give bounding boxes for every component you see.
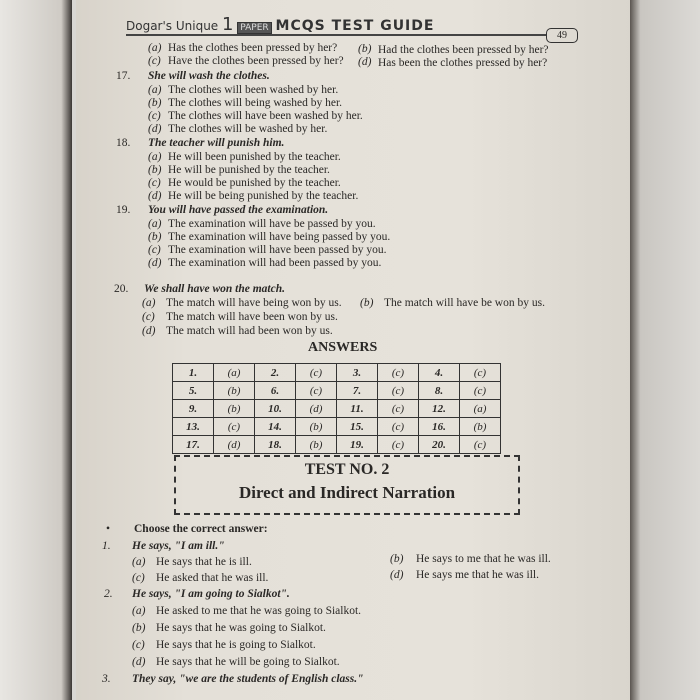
option-label: (b) [148,231,162,243]
answer-number: 15. [337,418,378,436]
answer-value: (c) [378,418,419,436]
logo-one: 1 [222,14,234,35]
answer-number: 4. [419,364,460,382]
question-text: He says, "I am going to Sialkot". [132,588,290,600]
option-text: He will be punished by the teacher. [168,164,330,176]
option-text: The match will have being won by us. [166,297,342,309]
option-label: (a) [142,297,156,309]
answer-value: (b) [214,382,255,400]
answers-table [172,363,501,454]
option-label: (d) [142,325,156,337]
answer-value: (c) [460,436,501,454]
answer-value: (a) [214,364,255,382]
answer-value: (c) [378,400,419,418]
question-number: 18. [116,137,131,149]
option-text: He would be punished by the teacher. [168,177,341,189]
option-text: The clothes will be washed by her. [168,123,328,135]
question-text: We shall have won the match. [144,283,285,295]
test-subtitle: Direct and Indirect Narration [238,483,456,502]
answer-number: 6. [255,382,296,400]
answer-value: (c) [460,382,501,400]
answer-number: 10. [255,400,296,418]
answer-value: (c) [296,364,337,382]
background-right [630,0,700,700]
page-number: 49 [546,28,578,43]
answer-value: (d) [214,436,255,454]
test-heading-box [174,455,520,515]
answer-value: (c) [378,436,419,454]
answer-value: (a) [460,400,501,418]
answer-number: 9. [173,400,214,418]
option-label: (b) [360,297,374,309]
option-text: The examination will have been passed by you. [168,244,387,256]
answer-number: 18. [255,436,296,454]
answer-number: 8. [419,382,460,400]
question-number: 2. [104,588,113,600]
option-text: Has been the clothes pressed by her? [378,57,548,69]
option-label: (c) [142,311,155,323]
option-text: Have the clothes been pressed by her? [168,55,344,67]
answer-value: (c) [214,418,255,436]
option-label: (a) [148,151,162,163]
option-text: He says that he is ill. [156,556,252,568]
option-label: (a) [132,605,146,617]
answer-value: (c) [296,382,337,400]
question-text: He says, "I am ill." [132,540,225,552]
answer-value: (b) [296,436,337,454]
option-text: The examination will had been passed by you. [168,257,382,269]
option-text: The match will had been won by us. [166,325,333,337]
option-text: He says that he was going to Sialkot. [156,622,326,634]
option-text: He asked that he was ill. [156,572,269,584]
answer-number: 20. [419,436,460,454]
option-label: (a) [148,84,162,96]
option-text: Had the clothes been pressed by her? [378,44,549,56]
option-text: The clothes will being washed by her. [168,97,343,109]
question-number: 19. [116,204,131,216]
answer-number: 3. [337,364,378,382]
answer-row [173,436,501,454]
answer-number: 17. [173,436,214,454]
answer-value: (b) [296,418,337,436]
page-header [126,14,434,35]
header-rule [126,34,546,36]
answer-number: 7. [337,382,378,400]
option-text: He says that he will be going to Sialkot. [156,656,340,668]
answer-row [173,418,501,436]
question-text: You will have passed the examination. [148,204,329,216]
option-label: (c) [132,639,145,651]
option-label: (b) [148,97,162,109]
option-label: (d) [148,190,162,202]
answer-value: (c) [460,364,501,382]
option-label: (d) [390,569,404,581]
question-number: 17. [116,70,131,82]
question-text: She will wash the clothes. [148,70,270,82]
answer-row [173,400,501,418]
answer-value: (c) [378,364,419,382]
answer-value: (b) [460,418,501,436]
option-text: The examination will have be passed by you. [168,218,376,230]
answer-value: (b) [214,400,255,418]
option-text: The clothes will have been washed by her. [168,110,363,122]
test-title: TEST NO. 2 [304,461,390,478]
bullet: • [106,523,111,535]
question-number: 20. [114,283,129,295]
option-label: (d) [148,257,162,269]
question-text: They say, "we are the students of English class." [132,673,364,685]
option-label: (c) [132,572,145,584]
answer-number: 16. [419,418,460,436]
option-label: (b) [358,43,372,55]
option-label: (b) [132,622,146,634]
option-text: He says to me that he was ill. [416,553,551,565]
option-text: He will be being punished by the teacher. [168,190,359,202]
option-text: The examination will have being passed by you. [168,231,391,243]
answer-row [173,382,501,400]
answer-number: 12. [419,400,460,418]
option-label: (d) [132,656,146,668]
answer-number: 19. [337,436,378,454]
answer-row [173,364,501,382]
logo-paper: PAPER [237,22,271,34]
answer-number: 11. [337,400,378,418]
option-label: (d) [148,123,162,135]
option-label: (c) [148,110,161,122]
option-text: The clothes will been washed by her. [168,84,339,96]
question-number: 1. [102,540,111,552]
book-page [76,0,632,700]
option-label: (a) [148,42,162,54]
option-label: (b) [148,164,162,176]
option-text: He says me that he was ill. [416,569,539,581]
answer-value: (c) [378,382,419,400]
option-label: (c) [148,244,161,256]
option-label: (a) [148,218,162,230]
option-text: He says that he is going to Sialkot. [156,639,316,651]
background-left [0,0,72,700]
option-text: The match will have been won by us. [166,311,338,323]
answers-title: ANSWERS [308,340,378,355]
header-title: MCQS TEST GUIDE [275,18,435,34]
answer-number: 2. [255,364,296,382]
answer-number: 13. [173,418,214,436]
option-label: (c) [148,55,161,67]
option-text: He asked to me that he was going to Sialkot. [156,605,362,617]
option-text: He will been punished by the teacher. [168,151,341,163]
option-label: (c) [148,177,161,189]
answer-value: (d) [296,400,337,418]
option-label: (d) [358,56,372,68]
option-text: The match will have be won by us. [384,297,545,309]
instruction-text: Choose the correct answer: [134,523,268,535]
question-text: The teacher will punish him. [148,137,285,149]
brand: Dogar's Unique [126,19,219,33]
option-label: (b) [390,553,404,565]
answer-number: 14. [255,418,296,436]
answer-number: 5. [173,382,214,400]
option-text: Has the clothes been pressed by her? [168,42,338,54]
option-label: (a) [132,556,146,568]
answer-number: 1. [173,364,214,382]
question-number: 3. [102,673,111,685]
